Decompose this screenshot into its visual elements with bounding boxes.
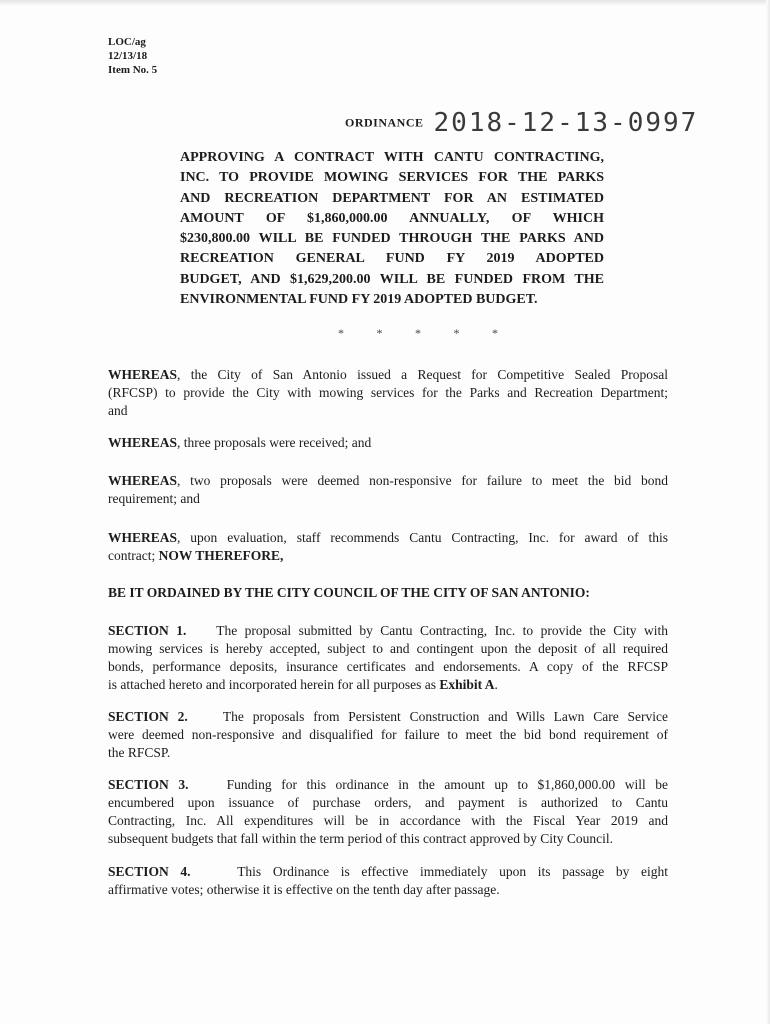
ordinance-label: ORDINANCE [345, 115, 424, 130]
paragraph-text: The proposal submitted by Cantu Contracting, Inc. to provide the City with [216, 623, 668, 638]
whereas-paragraph-3 [108, 472, 668, 508]
section-3 [108, 776, 668, 848]
paragraph-line [108, 622, 668, 640]
paragraph-line: requirement; and [108, 491, 200, 506]
paragraph-text: contract; [108, 548, 159, 563]
now-therefore: NOW THEREFORE, [158, 548, 284, 563]
whereas-paragraph-1 [108, 366, 668, 420]
caption-line: ENVIRONMENTAL FUND FY 2019 ADOPTED BUDGET. [180, 292, 538, 308]
scan-edge-top [0, 0, 770, 6]
header-initials: LOC/ag [108, 36, 146, 48]
ordained-text: BE IT ORDAINED BY THE CITY COUNCIL OF THE CITY OF SAN ANTONIO: [108, 585, 590, 600]
caption-line: AMOUNT OF $1,860,000.00 ANNUALLY, OF WHICH [180, 210, 604, 226]
asterisk: * [415, 326, 421, 340]
paragraph-text: The proposals from Persistent Construction and Wills Lawn Care Service [222, 709, 668, 724]
paragraph-text: is attached hereto and incorporated herein for all purposes as [108, 677, 440, 692]
header-item-number: Item No. 5 [108, 64, 158, 76]
paragraph-text: This Ordinance is effective immediately upon its passage by eight [237, 864, 668, 879]
ordained-clause [108, 584, 668, 602]
paragraph-line [108, 708, 668, 726]
paragraph-text: , upon evaluation, staff recommends Cantu Contracting, Inc. for award of this [177, 530, 668, 545]
section-heading: SECTION 3. [108, 777, 189, 792]
paragraph-text: . [494, 677, 498, 692]
asterisk: * [376, 326, 383, 340]
paragraph-text: Funding for this ordinance in the amount up to $1,860,000.00 will be [226, 777, 668, 792]
paragraph-line [108, 547, 668, 565]
whereas-keyword: WHEREAS [108, 473, 178, 488]
paragraph-line [108, 863, 668, 881]
paragraph-line: Contracting, Inc. All expenditures will be in accordance with the Fiscal Year 2019 and [108, 813, 668, 828]
paragraph-line: the RFCSP. [108, 745, 171, 760]
whereas-keyword: WHEREAS [108, 435, 178, 450]
paragraph-text: , the City of San Antonio issued a Request for Competitive Sealed Proposal [177, 367, 668, 382]
section-1 [108, 622, 668, 694]
caption-line: AND RECREATION DEPARTMENT FOR AN ESTIMATED [180, 190, 604, 206]
section-heading: SECTION 1. [108, 623, 187, 638]
paragraph-line: (RFCSP) to provide the City with mowing services for the Parks and Recreation Department; [108, 385, 668, 400]
whereas-paragraph-4 [108, 529, 668, 565]
paragraph-text: , three proposals were received; and [177, 435, 372, 450]
paragraph-line [108, 366, 668, 384]
paragraph-line [108, 776, 668, 794]
paragraph-line: subsequent budgets that fall within the term period of this contract approved by City Council. [108, 831, 614, 846]
caption-line: BUDGET, AND $1,629,200.00 WILL BE FUNDED FROM THE [180, 271, 604, 287]
exhibit-reference: Exhibit A [439, 677, 495, 692]
section-heading: SECTION 4. [108, 864, 191, 879]
whereas-keyword: WHEREAS [108, 530, 178, 545]
paragraph-line [108, 529, 668, 547]
ordinance-caption [180, 148, 604, 310]
section-2 [108, 708, 668, 762]
caption-line: RECREATION GENERAL FUND FY 2019 ADOPTED [180, 251, 604, 267]
ordinance-number: 2018-12-13-0997 [433, 108, 699, 138]
paragraph-line: encumbered upon issuance of purchase orders, and payment is authorized to Cantu [108, 795, 668, 810]
section-heading: SECTION 2. [108, 709, 188, 724]
caption-line: $230,800.00 WILL BE FUNDED THROUGH THE PARKS AND [180, 231, 604, 247]
whereas-keyword: WHEREAS [108, 367, 178, 382]
paragraph-text: , two proposals were deemed non-responsive for failure to meet the bid bond [177, 473, 668, 488]
ordinance-title [345, 108, 698, 138]
caption-line: APPROVING A CONTRACT WITH CANTU CONTRACTING, [180, 150, 604, 165]
paragraph-line: were deemed non-responsive and disqualified for failure to meet the bid bond requirement of [108, 727, 668, 742]
caption-line: INC. TO PROVIDE MOWING SERVICES FOR THE PARKS [180, 170, 604, 186]
header-block [108, 35, 157, 77]
separator-asterisks [338, 326, 498, 341]
paragraph-line [108, 676, 668, 694]
paragraph-line: and [108, 403, 128, 418]
section-4 [108, 863, 668, 899]
asterisk: * [338, 326, 344, 340]
paragraph-line [108, 472, 668, 490]
paragraph-line: affirmative votes; otherwise it is effective on the tenth day after passage. [108, 882, 500, 897]
paragraph-line: bonds, performance deposits, insurance certificates and endorsements. A copy of the RFCSP [108, 659, 668, 674]
scan-edge-right [766, 0, 770, 1024]
header-date: 12/13/18 [108, 50, 148, 62]
paragraph-line [108, 434, 668, 452]
ordained-heading [108, 584, 668, 602]
asterisk: * [492, 326, 498, 340]
asterisk: * [453, 326, 460, 340]
paragraph-line: mowing services is hereby accepted, subject to and contingent upon the deposit of all required [108, 641, 668, 656]
whereas-paragraph-2 [108, 434, 668, 452]
